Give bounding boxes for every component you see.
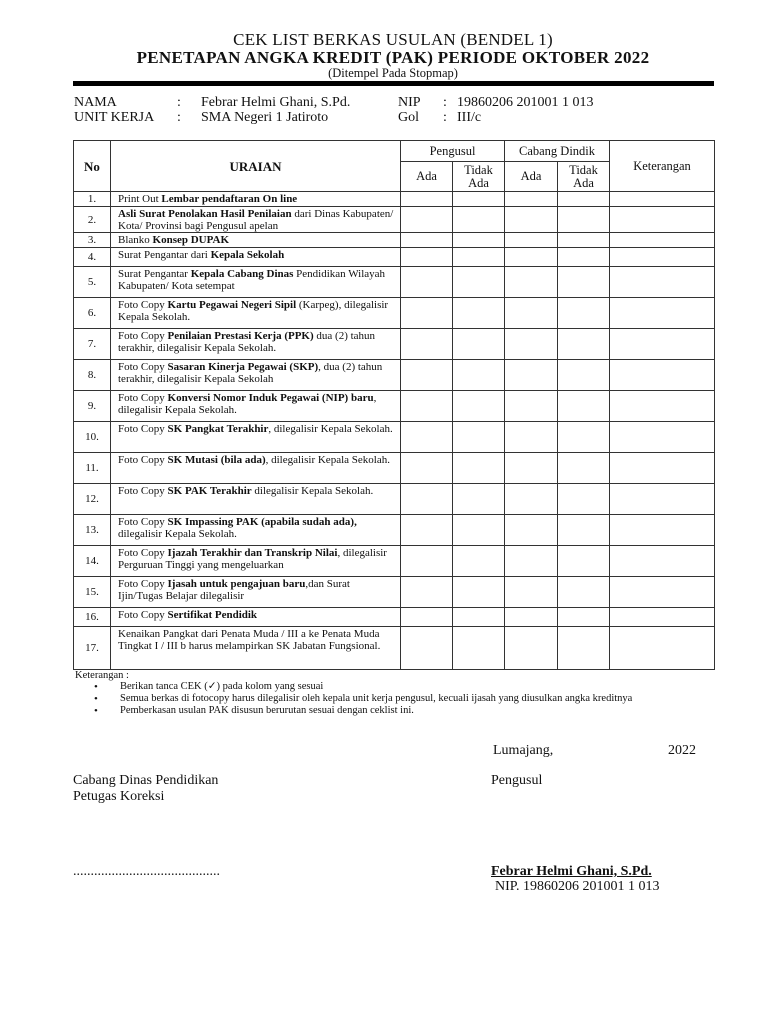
cabang-ada-cell[interactable] bbox=[505, 391, 558, 422]
pengusul-tidak-ada-cell[interactable] bbox=[453, 422, 505, 453]
description-bold-text: Kepala Sekolah bbox=[210, 249, 285, 261]
signature-year: 2022 bbox=[668, 743, 696, 758]
table-row bbox=[74, 453, 715, 484]
row-description bbox=[111, 360, 401, 391]
note-item: • Pemberkasan usulan PAK disusun berurutan sesuai dengan ceklist ini. bbox=[92, 705, 632, 717]
right-signer-name: Febrar Helmi Ghani, S.Pd. bbox=[491, 864, 652, 879]
right-signer-title: Pengusul bbox=[491, 773, 543, 788]
cabang-tidak-ada-cell[interactable] bbox=[558, 192, 610, 207]
keterangan-cell bbox=[610, 422, 715, 453]
description-text: dua (2) tahun terakhir, dilegalisir Kepala Sekolah. bbox=[118, 330, 376, 354]
cabang-ada-cell[interactable] bbox=[505, 248, 558, 267]
description-bold-text: Konversi Nomor Induk Pegawai (NIP) baru bbox=[167, 392, 374, 404]
description-text: dilegalisir Kepala Sekolah. bbox=[251, 485, 374, 497]
description-bold-text: Ijazah Terakhir dan Transkrip Nilai bbox=[167, 547, 338, 559]
pengusul-ada-cell[interactable] bbox=[401, 233, 453, 248]
description-text: Foto Copy bbox=[118, 454, 168, 466]
table-row bbox=[74, 360, 715, 391]
pengusul-ada-cell[interactable] bbox=[401, 577, 453, 608]
gol-colon: : bbox=[443, 110, 447, 125]
table-row bbox=[74, 248, 715, 267]
nama-colon: : bbox=[177, 95, 181, 110]
description-text: (Karpeg), dilegalisir Kepala Sekolah. bbox=[118, 299, 389, 323]
left-signature-line: .......................................... bbox=[73, 864, 220, 879]
table-row bbox=[74, 329, 715, 360]
keterangan-cell bbox=[610, 207, 715, 233]
row-number: 15. bbox=[74, 577, 111, 608]
description-text: , dilegalisir Perguruan Tinggi yang mengeluarkan bbox=[118, 547, 387, 571]
row-number: 7. bbox=[74, 329, 111, 360]
pengusul-tidak-ada-cell[interactable] bbox=[453, 329, 505, 360]
description-text: Foto Copy bbox=[118, 330, 168, 342]
row-description bbox=[111, 546, 401, 577]
description-bold-text: SK Impassing PAK (apabila sudah ada), bbox=[167, 516, 357, 528]
description-text: Foto Copy bbox=[118, 547, 168, 559]
cabang-ada-header: Ada bbox=[505, 162, 558, 192]
header-divider bbox=[73, 81, 714, 86]
description-bold-text: Kartu Pegawai Negeri Sipil bbox=[167, 299, 297, 311]
left-signer-title: Cabang Dinas Pendidikan bbox=[73, 773, 219, 788]
table-row bbox=[74, 608, 715, 627]
row-number: 1. bbox=[74, 192, 111, 207]
cabang-ada-cell[interactable] bbox=[505, 329, 558, 360]
col-pengusul-header: Pengusul bbox=[401, 141, 505, 162]
row-number: 9. bbox=[74, 391, 111, 422]
pengusul-tidak-ada-cell[interactable] bbox=[453, 546, 505, 577]
row-description bbox=[111, 267, 401, 298]
right-signer-nip: NIP. 19860206 201001 1 013 bbox=[495, 879, 660, 894]
note-item: • Semua berkas di fotocopy harus dilegalisir oleh kepala unit kerja pengusul, kecuali ijasah yang diusulkan angka kreditnya bbox=[92, 693, 632, 705]
row-number: 14. bbox=[74, 546, 111, 577]
pengusul-ada-cell[interactable] bbox=[401, 267, 453, 298]
keterangan-cell bbox=[610, 453, 715, 484]
row-number: 16. bbox=[74, 608, 111, 627]
cabang-tidak-ada-cell[interactable] bbox=[558, 207, 610, 233]
pengusul-ada-cell[interactable] bbox=[401, 515, 453, 546]
col-no-header: No bbox=[74, 141, 111, 192]
row-number: 11. bbox=[74, 453, 111, 484]
table-row bbox=[74, 422, 715, 453]
pengusul-tidak-ada-header: Tidak Ada bbox=[453, 162, 505, 192]
row-number: 6. bbox=[74, 298, 111, 329]
cabang-ada-cell[interactable] bbox=[505, 515, 558, 546]
description-text: dari Dinas Kabupaten/ Kota/ Provinsi bagi Pengusul apelan bbox=[118, 208, 394, 232]
table-row bbox=[74, 192, 715, 207]
keterangan-cell bbox=[610, 627, 715, 670]
row-number: 13. bbox=[74, 515, 111, 546]
row-description bbox=[111, 422, 401, 453]
row-number: 4. bbox=[74, 248, 111, 267]
row-description bbox=[111, 577, 401, 608]
table-row bbox=[74, 627, 715, 670]
description-text: , dilegalisir Kepala Sekolah. bbox=[268, 423, 393, 435]
description-text: Surat Pengantar dari bbox=[118, 249, 211, 261]
cabang-tidak-ada-header: Tidak Ada bbox=[558, 162, 610, 192]
description-bold-text: Konsep DUPAK bbox=[152, 234, 230, 246]
pengusul-tidak-ada-cell[interactable] bbox=[453, 248, 505, 267]
keterangan-cell bbox=[610, 298, 715, 329]
pengusul-ada-header: Ada bbox=[401, 162, 453, 192]
description-bold-text: SK Pangkat Terakhir bbox=[167, 423, 269, 435]
description-bold-text: Ijasah untuk pengajuan baru bbox=[167, 578, 306, 590]
cabang-tidak-ada-cell[interactable] bbox=[558, 248, 610, 267]
table-row bbox=[74, 484, 715, 515]
row-description bbox=[111, 329, 401, 360]
description-text: Print Out bbox=[118, 193, 162, 205]
pengusul-ada-cell[interactable] bbox=[401, 391, 453, 422]
description-text: Pendidikan Wilayah Kabupaten/ Kota setempat bbox=[118, 268, 386, 292]
row-description bbox=[111, 248, 401, 267]
pengusul-ada-cell[interactable] bbox=[401, 298, 453, 329]
description-text: , dilegalisir Kepala Sekolah. bbox=[265, 454, 390, 466]
gol-label: Gol bbox=[398, 110, 419, 125]
keterangan-cell bbox=[610, 391, 715, 422]
keterangan-cell bbox=[610, 577, 715, 608]
keterangan-cell bbox=[610, 233, 715, 248]
description-bold-text: SK PAK Terakhir bbox=[167, 485, 252, 497]
table-row bbox=[74, 391, 715, 422]
description-text: dilegalisir Kepala Sekolah. bbox=[118, 528, 237, 540]
row-description bbox=[111, 484, 401, 515]
description-text: , dua (2) tahun terakhir, dilegalisir Kepala Sekolah bbox=[118, 361, 383, 385]
cabang-tidak-ada-cell[interactable] bbox=[558, 627, 610, 670]
description-text: Foto Copy bbox=[118, 485, 168, 497]
row-description bbox=[111, 608, 401, 627]
cabang-ada-cell[interactable] bbox=[505, 546, 558, 577]
col-cabang-header: Cabang Dindik bbox=[505, 141, 610, 162]
pengusul-tidak-ada-cell[interactable] bbox=[453, 391, 505, 422]
table-row bbox=[74, 298, 715, 329]
row-description bbox=[111, 627, 401, 670]
row-description bbox=[111, 391, 401, 422]
row-description bbox=[111, 298, 401, 329]
row-description bbox=[111, 207, 401, 233]
table-row bbox=[74, 546, 715, 577]
pengusul-tidak-ada-cell[interactable] bbox=[453, 267, 505, 298]
pengusul-ada-cell[interactable] bbox=[401, 453, 453, 484]
keterangan-cell bbox=[610, 608, 715, 627]
row-description bbox=[111, 453, 401, 484]
row-number: 3. bbox=[74, 233, 111, 248]
cabang-ada-cell[interactable] bbox=[505, 267, 558, 298]
nama-label: NAMA bbox=[74, 95, 117, 110]
table-row bbox=[74, 233, 715, 248]
description-bold-text: SK Mutasi (bila ada) bbox=[167, 454, 266, 466]
pengusul-tidak-ada-cell[interactable] bbox=[453, 577, 505, 608]
keterangan-cell bbox=[610, 484, 715, 515]
cabang-ada-cell[interactable] bbox=[505, 298, 558, 329]
description-text: Foto Copy bbox=[118, 361, 168, 373]
description-bold-text: Sertifikat Pendidik bbox=[167, 609, 258, 621]
pengusul-ada-cell[interactable] bbox=[401, 484, 453, 515]
table-row bbox=[74, 515, 715, 546]
keterangan-cell bbox=[610, 515, 715, 546]
row-description bbox=[111, 515, 401, 546]
pengusul-ada-cell[interactable] bbox=[401, 192, 453, 207]
table-row bbox=[74, 207, 715, 233]
notes-title: Keterangan : bbox=[75, 670, 129, 681]
pengusul-tidak-ada-cell[interactable] bbox=[453, 360, 505, 391]
checklist-table bbox=[73, 140, 715, 670]
row-number: 5. bbox=[74, 267, 111, 298]
cabang-tidak-ada-cell[interactable] bbox=[558, 360, 610, 391]
cabang-tidak-ada-cell[interactable] bbox=[558, 233, 610, 248]
pengusul-ada-cell[interactable] bbox=[401, 627, 453, 670]
pengusul-tidak-ada-cell[interactable] bbox=[453, 608, 505, 627]
description-bold-text: Asli Surat Penolakan Hasil Penilaian bbox=[118, 208, 292, 220]
note-item: • Berikan tanca CEK (✓) pada kolom yang sesuai bbox=[92, 681, 632, 693]
cabang-ada-cell[interactable] bbox=[505, 577, 558, 608]
description-text: ,dan Surat Ijin/Tugas Belajar dilegalisir bbox=[118, 578, 350, 602]
cabang-ada-cell[interactable] bbox=[505, 192, 558, 207]
notes-list bbox=[92, 681, 632, 717]
cabang-tidak-ada-cell[interactable] bbox=[558, 546, 610, 577]
description-text: Foto Copy bbox=[118, 609, 168, 621]
description-text: , dilegalisir Kepala Sekolah. bbox=[118, 392, 377, 416]
cabang-tidak-ada-cell[interactable] bbox=[558, 577, 610, 608]
col-uraian-header: URAIAN bbox=[111, 141, 401, 192]
signature-place: Lumajang, bbox=[493, 743, 554, 758]
pengusul-tidak-ada-cell[interactable] bbox=[453, 627, 505, 670]
unit-label: UNIT KERJA bbox=[74, 110, 155, 125]
keterangan-cell bbox=[610, 360, 715, 391]
pengusul-tidak-ada-cell[interactable] bbox=[453, 207, 505, 233]
pengusul-tidak-ada-cell[interactable] bbox=[453, 453, 505, 484]
description-bold-text: Lembar pendaftaran On line bbox=[161, 193, 298, 205]
cabang-tidak-ada-cell[interactable] bbox=[558, 391, 610, 422]
keterangan-cell bbox=[610, 248, 715, 267]
cabang-tidak-ada-cell[interactable] bbox=[558, 484, 610, 515]
description-text: Foto Copy bbox=[118, 578, 168, 590]
description-bold-text: Kepala Cabang Dinas bbox=[190, 268, 294, 280]
pengusul-tidak-ada-cell[interactable] bbox=[453, 515, 505, 546]
description-text: Surat Pengantar bbox=[118, 268, 191, 280]
nama-value: Febrar Helmi Ghani, S.Pd. bbox=[201, 95, 351, 110]
cabang-tidak-ada-cell[interactable] bbox=[558, 267, 610, 298]
cabang-tidak-ada-cell[interactable] bbox=[558, 298, 610, 329]
col-keterangan-header: Keterangan bbox=[610, 141, 715, 192]
document-title: CEK LIST BERKAS USULAN (BENDEL 1) bbox=[233, 30, 553, 49]
table-row bbox=[74, 267, 715, 298]
cabang-ada-cell[interactable] bbox=[505, 360, 558, 391]
pengusul-ada-cell[interactable] bbox=[401, 546, 453, 577]
cabang-ada-cell[interactable] bbox=[505, 453, 558, 484]
row-number: 10. bbox=[74, 422, 111, 453]
pengusul-tidak-ada-cell[interactable] bbox=[453, 484, 505, 515]
unit-colon: : bbox=[177, 110, 181, 125]
cabang-ada-cell[interactable] bbox=[505, 422, 558, 453]
cabang-tidak-ada-cell[interactable] bbox=[558, 515, 610, 546]
pengusul-tidak-ada-cell[interactable] bbox=[453, 233, 505, 248]
keterangan-cell bbox=[610, 329, 715, 360]
cabang-tidak-ada-cell[interactable] bbox=[558, 329, 610, 360]
description-bold-text: Penilaian Prestasi Kerja (PPK) bbox=[167, 330, 314, 342]
document-note: (Ditempel Pada Stopmap) bbox=[328, 66, 458, 80]
description-bold-text: Sasaran Kinerja Pegawai (SKP) bbox=[167, 361, 319, 373]
row-description bbox=[111, 192, 401, 207]
cabang-tidak-ada-cell[interactable] bbox=[558, 422, 610, 453]
cabang-ada-cell[interactable] bbox=[505, 627, 558, 670]
description-text: Blanko bbox=[118, 234, 153, 246]
table-row bbox=[74, 577, 715, 608]
nip-colon: : bbox=[443, 95, 447, 110]
row-number: 12. bbox=[74, 484, 111, 515]
row-description bbox=[111, 233, 401, 248]
pengusul-ada-cell[interactable] bbox=[401, 422, 453, 453]
description-text: Foto Copy bbox=[118, 423, 168, 435]
pengusul-ada-cell[interactable] bbox=[401, 360, 453, 391]
document-subtitle: PENETAPAN ANGKA KREDIT (PAK) PERIODE OKTOBER 2022 bbox=[136, 48, 650, 67]
pengusul-ada-cell[interactable] bbox=[401, 207, 453, 233]
row-number: 17. bbox=[74, 627, 111, 670]
nip-value: 19860206 201001 1 013 bbox=[457, 95, 594, 110]
description-text: Kenaikan Pangkat dari Penata Muda / III a ke Penata Muda Tingkat I / III b harus melampirkan SK Jabatan Fungsional. bbox=[118, 628, 381, 652]
cabang-ada-cell[interactable] bbox=[505, 233, 558, 248]
description-text: Foto Copy bbox=[118, 299, 168, 311]
cabang-ada-cell[interactable] bbox=[505, 484, 558, 515]
unit-value: SMA Negeri 1 Jatiroto bbox=[201, 110, 329, 125]
pengusul-tidak-ada-cell[interactable] bbox=[453, 192, 505, 207]
cabang-tidak-ada-cell[interactable] bbox=[558, 608, 610, 627]
pengusul-ada-cell[interactable] bbox=[401, 608, 453, 627]
gol-value: III/c bbox=[457, 110, 482, 125]
nip-label: NIP bbox=[398, 95, 421, 110]
keterangan-cell bbox=[610, 267, 715, 298]
keterangan-cell bbox=[610, 546, 715, 577]
description-text: Foto Copy bbox=[118, 392, 168, 404]
pengusul-tidak-ada-cell[interactable] bbox=[453, 298, 505, 329]
row-number: 8. bbox=[74, 360, 111, 391]
keterangan-cell bbox=[610, 192, 715, 207]
description-text: Foto Copy bbox=[118, 516, 168, 528]
cabang-ada-cell[interactable] bbox=[505, 608, 558, 627]
pengusul-ada-cell[interactable] bbox=[401, 329, 453, 360]
row-number: 2. bbox=[74, 207, 111, 233]
left-signer-role: Petugas Koreksi bbox=[73, 789, 165, 804]
cabang-tidak-ada-cell[interactable] bbox=[558, 453, 610, 484]
cabang-ada-cell[interactable] bbox=[505, 207, 558, 233]
pengusul-ada-cell[interactable] bbox=[401, 248, 453, 267]
